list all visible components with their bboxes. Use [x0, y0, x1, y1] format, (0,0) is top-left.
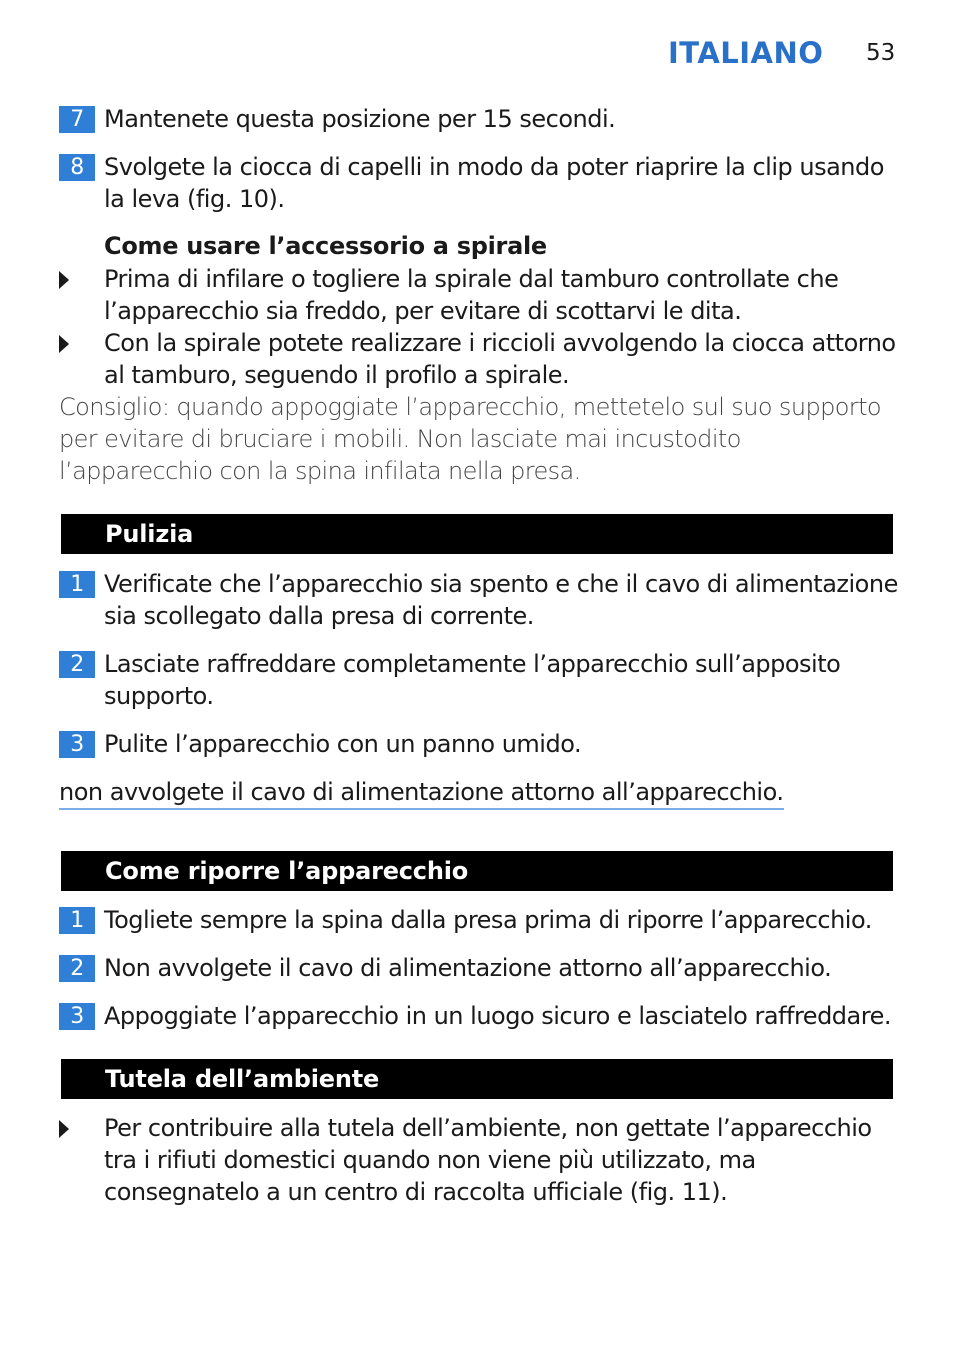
section-title: Pulizia: [105, 520, 194, 548]
section-bar-storage: [61, 851, 893, 891]
warning-text: non avvolgete il cavo di alimentazione attorno all’apparecchio.: [59, 776, 784, 810]
environment-bullet-1: [59, 1112, 899, 1208]
step-number: 2: [59, 651, 95, 678]
section-title: Come riporre l’apparecchio: [105, 857, 469, 885]
step-number: 1: [59, 907, 95, 934]
bullet-icon: [59, 271, 69, 289]
step-number: 3: [59, 1003, 95, 1030]
step-number: 7: [59, 106, 95, 133]
step-7: [59, 103, 899, 135]
cleaning-step-3: [59, 728, 899, 760]
step-number: 8: [59, 154, 95, 181]
step-number: 3: [59, 731, 95, 758]
cleaning-step-1: [59, 568, 899, 632]
step-text: Pulite l’apparecchio con un panno umido.: [104, 730, 582, 758]
bullet-text: Prima di infilare o togliere la spirale dal tamburo controllate che l’apparecchio sia freddo, per evitare di scottarvi le dita.: [104, 265, 839, 325]
tip-text: Consiglio: quando appoggiate l’apparecchio, mettetelo sul suo supporto per evitare di bruciare i mobili. Non lasciate mai incustodito l’apparecchio con la spina infilata nella presa.: [59, 393, 881, 485]
step-8: [59, 151, 899, 215]
storage-step-1: [59, 904, 899, 936]
step-number: 2: [59, 955, 95, 982]
bullet-text: Per contribuire alla tutela dell’ambiente, non gettate l’apparecchio tra i rifiuti domestici quando non viene più utilizzato, ma consegnatelo a un centro di raccolta ufficiale (fig. 11).: [104, 1114, 872, 1206]
step-text: Appoggiate l’apparecchio in un luogo sicuro e lasciatelo raffreddare.: [104, 1002, 891, 1030]
spiral-bullet-2: [59, 327, 899, 391]
step-number: 1: [59, 571, 95, 598]
storage-step-2: [59, 952, 899, 984]
bullet-text: Con la spirale potete realizzare i riccioli avvolgendo la ciocca attorno al tamburo, seguendo il profilo a spirale.: [104, 329, 896, 389]
storage-step-3: [59, 1000, 899, 1032]
bullet-icon: [59, 335, 69, 353]
section-bar-cleaning: [61, 514, 893, 554]
step-text: Verificate che l’apparecchio sia spento e che il cavo di alimentazione sia scollegato dalla presa di corrente.: [104, 570, 898, 630]
cleaning-step-2: [59, 648, 899, 712]
step-text: Mantenete questa posizione per 15 secondi.: [104, 105, 616, 133]
spiral-heading: Come usare l’accessorio a spirale: [104, 232, 547, 260]
step-text: Svolgete la ciocca di capelli in modo da poter riaprire la clip usando la leva (fig. 10).: [104, 153, 884, 213]
section-title: Tutela dell’ambiente: [105, 1065, 380, 1093]
step-text: Non avvolgete il cavo di alimentazione attorno all’apparecchio.: [104, 954, 832, 982]
section-bar-environment: [61, 1059, 893, 1099]
spiral-bullet-1: [59, 263, 899, 327]
page-number: 53: [866, 40, 896, 66]
bullet-icon: [59, 1120, 69, 1138]
language-heading: ITALIANO: [668, 36, 824, 70]
step-text: Lasciate raffreddare completamente l’apparecchio sull’apposito supporto.: [104, 650, 841, 710]
step-text: Togliete sempre la spina dalla presa prima di riporre l’apparecchio.: [104, 906, 872, 934]
